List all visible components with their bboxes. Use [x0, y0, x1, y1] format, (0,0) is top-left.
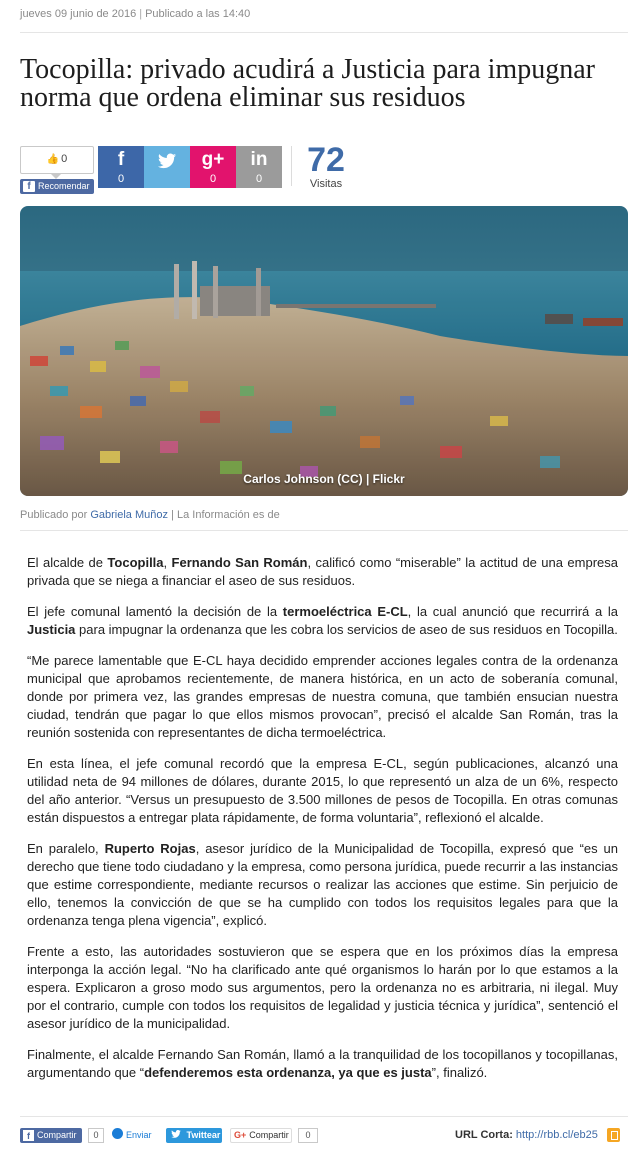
paragraph-6: Frente a esto, las autoridades sostuvieron que se espera que en los próximos días la empresa interponga la acción legal. “No ha clarificado ante qué organismos lo harán por lo que estamos a la espera. Explicaron a groso modo sus argumentos, pero la ordenanza no es arbitraria, ni ilegal. Muy por el contrario, cumple con todos los requisitos de legalidad y justicia técnica y jurídica”, sentenció el asesor jurídico de la municipalidad. — [27, 944, 618, 1031]
googleplus-share-button[interactable]: G+ Compartir — [230, 1128, 292, 1143]
share-facebook-button[interactable] — [98, 146, 144, 188]
messenger-icon — [112, 1128, 123, 1139]
facebook-icon: f — [23, 181, 35, 192]
thumbs-up-icon: 👍 — [46, 154, 60, 165]
linkedin-share-count: 0 — [255, 173, 263, 185]
divider — [20, 1116, 628, 1117]
article-title: Tocopilla: privado acudirá a Justicia para impugnar norma que ordena eliminar sus residuos — [20, 54, 595, 113]
article-photo — [20, 206, 628, 496]
linkedin-icon: in — [250, 149, 268, 170]
paragraph-5: En paralelo, Ruperto Rojas, asesor jurídico de la Municipalidad de Tocopilla, expresó que “es un derecho que tiene todo ciudadano y la empresa, como persona jurídica, puede recurrir a las instancias que estime correspondiente, mediante recursos o realizar las acciones que estime. Sin perjuicio de ello, tenemos la convicción de que se ha cumplido con todos los requisitos legales para que la ordenanza tenga plena vigencia”, explicó. — [27, 841, 618, 928]
paragraph-4: En esta línea, el jefe comunal recordó que la empresa E-CL, según publicaciones, alcanzó una utilidad neta de 94 millones de dólares, durante 2015, lo que representó un alza de un 6%, respecto del año anterior. “Versus un presupuesto de 3.500 millones de pesos de Tocopilla. En otras comunas están dispuestos a entregar plata rápidamente, de forma voluntaria”, reflexionó el alcalde. — [27, 756, 618, 825]
facebook-share-count: 0 — [88, 1128, 104, 1143]
messenger-send-button[interactable]: Enviar — [112, 1128, 158, 1143]
facebook-share-count: 0 — [117, 173, 125, 185]
visits-label: Visitas — [309, 178, 343, 190]
twitter-icon — [171, 1130, 184, 1140]
article-body — [27, 554, 618, 1095]
publish-date: jueves 09 junio de 2016 — [20, 8, 137, 20]
facebook-recommend-button[interactable]: f Recomendar — [20, 179, 94, 194]
photo-caption: Carlos Johnson (CC) | Flickr — [243, 472, 405, 486]
google-plus-icon: G+ — [234, 1130, 247, 1140]
publish-time: Publicado a las 14:40 — [145, 8, 251, 20]
short-url: URL Corta: http://rbb.cl/eb25 — [455, 1129, 598, 1141]
tweet-button[interactable]: Twittear — [166, 1128, 222, 1143]
copy-icon[interactable] — [607, 1128, 620, 1142]
author-line: Publicado por Gabriela Muñoz | La Información es de — [20, 509, 628, 531]
short-url-link[interactable]: http://rbb.cl/eb25 — [515, 1129, 598, 1141]
googleplus-share-count: 0 — [209, 173, 217, 185]
google-plus-icon: g+ — [201, 149, 225, 170]
share-twitter-button[interactable] — [144, 146, 190, 188]
divider — [291, 146, 292, 186]
paragraph-1: El alcalde de Tocopilla, Fernando San Román, calificó como “miserable” la actitud de una empresa privada que se niega a financiar el aseo de sus residuos. — [27, 555, 618, 588]
facebook-icon: f — [117, 149, 125, 170]
share-linkedin-button[interactable] — [236, 146, 282, 188]
paragraph-3: “Me parece lamentable que E-CL haya decidido emprender acciones legales contra de la ordenanza municipal que aprobamos recientemente, de manera histórica, en un acto de soberanía comunal, donde por primera vez, las grandes empresas de nuestra comuna, que también ensucian nuestra ciudad, tendrán que pagar lo que ellos mismos provocan”, precisó el alcalde San Román, tras la reunión sostenida con representantes de dicha termoeléctrica. — [27, 653, 618, 740]
twitter-icon — [144, 146, 190, 176]
googleplus-share-count: 0 — [298, 1128, 318, 1143]
visits-count: 72 — [307, 141, 345, 179]
facebook-like-count[interactable]: 👍 0 — [20, 146, 94, 174]
author-link[interactable]: Gabriela Muñoz — [90, 509, 168, 521]
paragraph-2: El jefe comunal lamentó la decisión de la termoeléctrica E-CL, la cual anunció que recurrirá a la Justicia para impugnar la ordenanza que les cobra los servicios de aseo de sus residuos en Tocopilla. — [27, 604, 618, 637]
article-meta: jueves 09 junio de 2016 | Publicado a las 14:40 — [20, 8, 628, 33]
paragraph-7: Finalmente, el alcalde Fernando San Román, llamó a la tranquilidad de los tocopillanos y tocopillanas, argumentando que “defenderemos esta ordenanza, ya que es justa”, finalizó. — [27, 1047, 618, 1080]
share-googleplus-button[interactable] — [190, 146, 236, 188]
facebook-icon: f — [23, 1130, 34, 1141]
tocopilla-landscape-image — [20, 206, 628, 496]
facebook-share-button[interactable]: f Compartir — [20, 1128, 82, 1143]
